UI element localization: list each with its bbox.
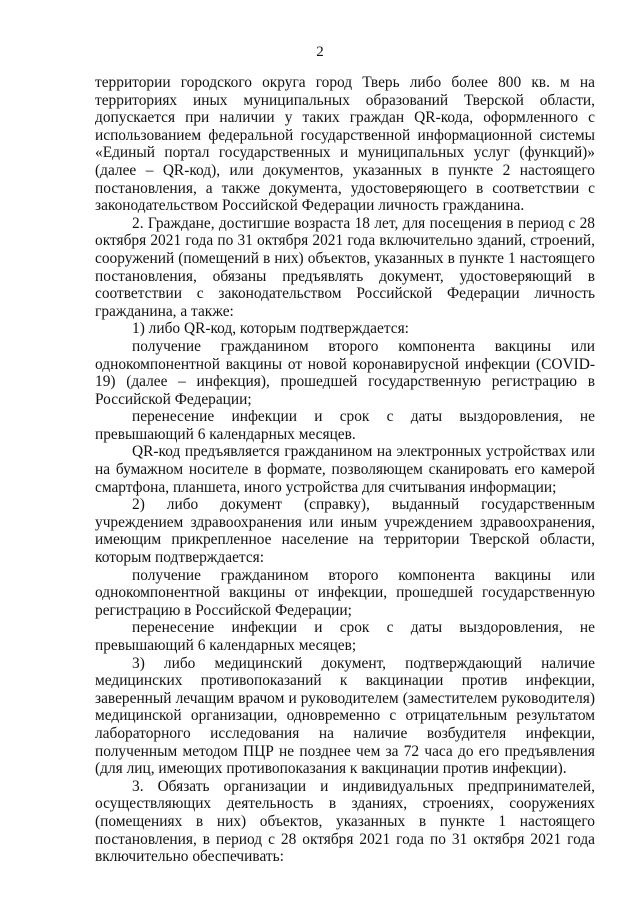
paragraph-subitem-1: 1) либо QR-код, которым подтверждается:	[132, 320, 409, 338]
document-body	[95, 74, 595, 866]
paragraph-vaccination-condition: получение гражданином второго компонента вакцины или однокомпонентной вакцины от новой коронавирусной инфекции (COVID-19) (далее – инфекция), прошедшей государственную регистрацию в Российской Федерации;	[95, 337, 595, 408]
paragraph-item-2: 2. Граждане, достигшие возраста 18 лет, для посещения в период с 28 октября 2021 года по 31 октября 2021 года включительно зданий, строений, сооружений (помещений в них) объектов, указанных в пункте 1 настоящего постановления, обязаны предъявлять документ, удостоверяющий в соответствии с законодательством Российской Федерации личность гражданина, а также:	[95, 214, 595, 320]
paragraph-recovery-condition-2: перенесение инфекции и срок с даты выздоровления, не превышающий 6 календарных месяцев;	[95, 619, 595, 654]
paragraph-subitem-3: 3) либо медицинский документ, подтверждающий наличие медицинских противопоказаний к вакцинации против инфекции, заверенный лечащим врачом и руководителем (заместителем руководителя) медицинской организации, одновременно с отрицательным результатом лабораторного исследования на наличие возбудителя инфекции, полученным методом ПЦР не позднее чем за 72 часа до его предъявления (для лиц, имеющих противопоказания к вакцинации против инфекции).	[95, 654, 595, 778]
paragraph-qr-presentation: QR-код предъявляется гражданином на электронных устройствах или на бумажном носителе в формате, позволяющем сканировать его камерой смартфона, планшета, иного устройства для считывания информации;	[95, 443, 595, 496]
paragraph-item-3: 3. Обязать организации и индивидуальных предпринимателей, осуществляющих деятельность в зданиях, строениях, сооружениях (помещениях в них) объектов, указанных в пункте 1 настоящего постановления, в период с 28 октября 2021 года по 31 октября 2021 года включительно обеспечивать:	[95, 777, 595, 866]
paragraph-continuation: территории городского округа город Тверь либо более 800 кв. м на территориях иных муниципальных образований Тверской области, допускается при наличии у таких граждан QR-кода, оформленного с использованием федеральной государственной информационной системы «Единый портал государственных и муниципальных услуг (функций)» (далее – QR-код), или документов, указанных в пункте 2 настоящего постановления, а также документа, удостоверяющего в соответствии с законодательством Российской Федерации личность гражданина.	[95, 74, 595, 215]
paragraph-subitem-2: 2) либо документ (справку), выданный государственным учреждением здравоохранения или иным учреждением здравоохранения, имеющим прикрепленное население на территории Тверской области, которым подтверждается:	[95, 496, 595, 567]
paragraph-recovery-condition: перенесение инфекции и срок с даты выздоровления, не превышающий 6 календарных месяцев.	[95, 408, 595, 443]
page-number: 2	[316, 44, 324, 60]
paragraph-vaccination-condition-2: получение гражданином второго компонента вакцины или однокомпонентной вакцины от инфекции, прошедшей государственную регистрацию в Российской Федерации;	[95, 566, 595, 619]
